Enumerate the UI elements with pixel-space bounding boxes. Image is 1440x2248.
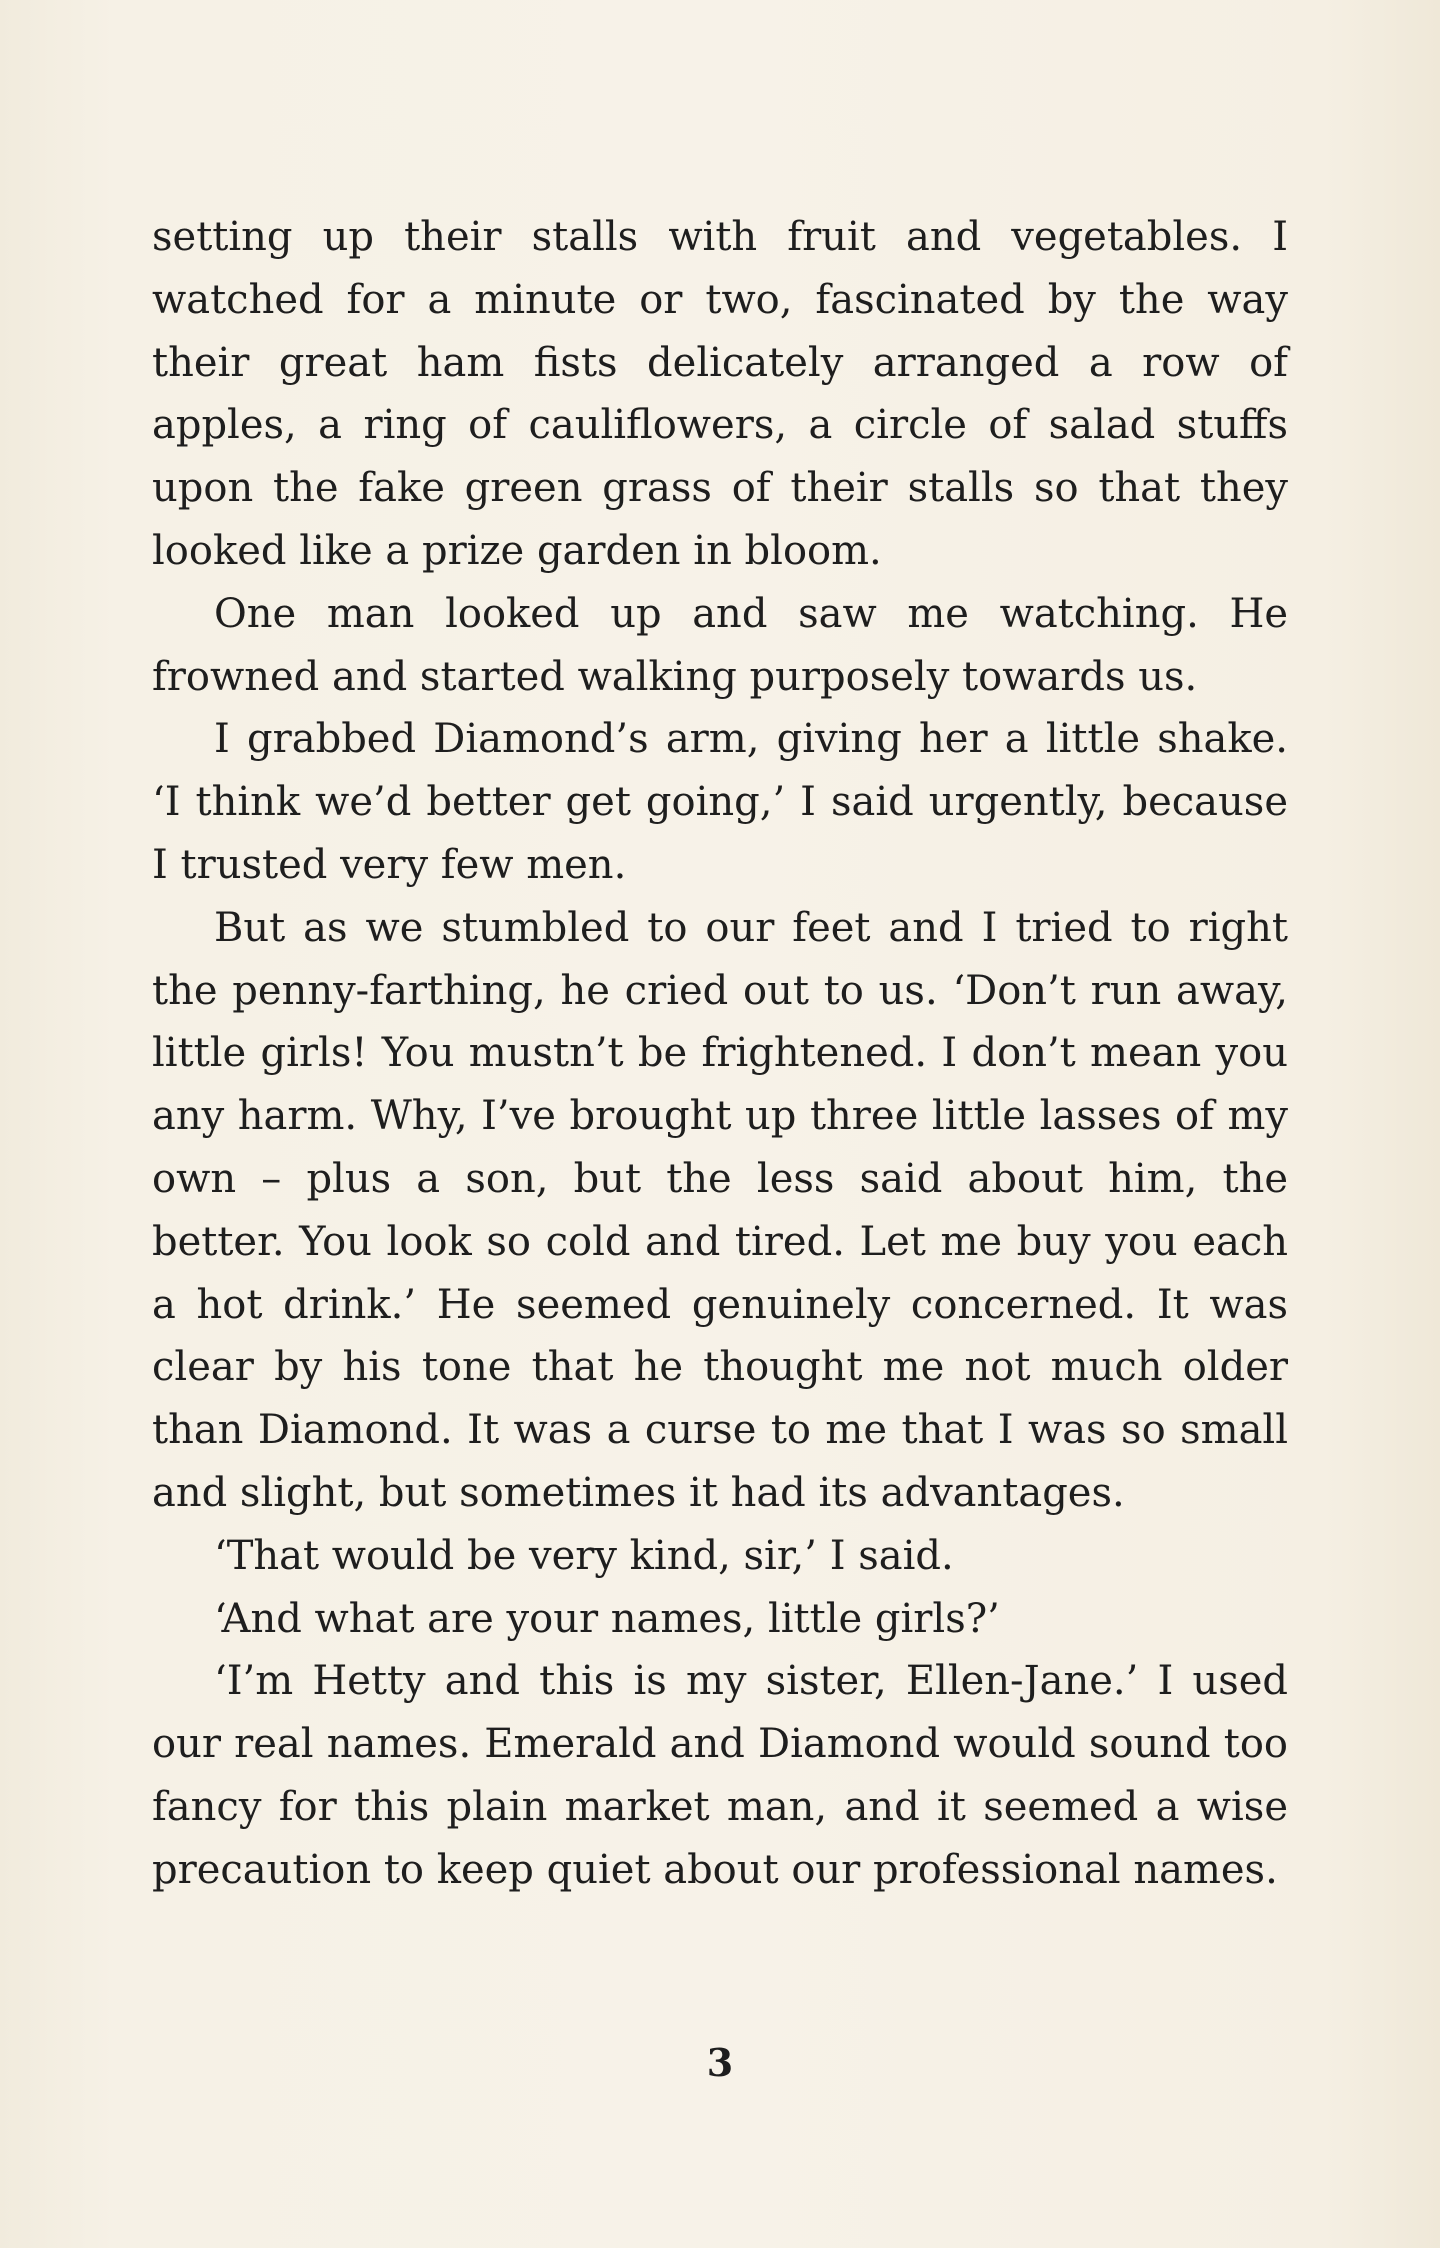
paragraph: But as we stumbled to our feet and I tried to right the penny-farthing, he cried out to us. ‘Don’t run away, little girls! You mustn’t be frightened. I don’t mean you any harm. Why, I’ve brought up three little lasses of my own – plus a son, but the less said about him, the better. You look so cold and tired. Let me buy you each a hot drink.’ He seemed genuinely concerned. It was clear by his tone that he thought me not much older than Diamond. It was a curse to me that I was so small and slight, but sometimes it had its advantages. bbox=[152, 904, 1288, 1516]
page-number: 3 bbox=[706, 2040, 734, 2085]
paragraph: I grabbed Diamond’s arm, giving her a little shake. ‘I think we’d better get going,’ I said urgently, because I trusted very few men. bbox=[152, 716, 1288, 888]
paragraph: ‘And what are your names, little girls?’ bbox=[214, 1595, 1000, 1642]
paragraph: ‘That would be very kind, sir,’ I said. bbox=[214, 1532, 954, 1579]
body-text bbox=[152, 206, 1288, 1902]
paragraph: ‘I’m Hetty and this is my sister, Ellen-Jane.’ I used our real names. Emerald and Diamond would sound too fancy for this plain market man, and it seemed a wise precaution to keep quiet about our professional names. bbox=[152, 1658, 1288, 1893]
paragraph: setting up their stalls with fruit and vegetables. I watched for a minute or two, fascinated by the way their great ham fists delicately arranged a row of apples, a ring of cauliflowers, a circle of salad stuffs upon the fake green grass of their stalls so that they looked like a prize garden in bloom. bbox=[152, 214, 1288, 574]
paragraph: One man looked up and saw me watching. He frowned and started walking purposely towards us. bbox=[152, 590, 1288, 700]
